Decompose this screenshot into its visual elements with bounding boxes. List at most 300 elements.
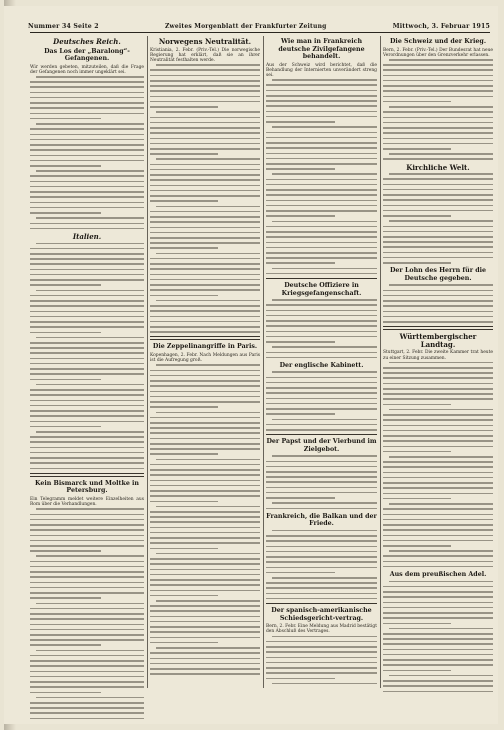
text-line <box>30 175 144 177</box>
text-line <box>30 452 144 454</box>
article-heading: Die Zeppelinangriffe in Paris. <box>152 343 258 351</box>
text-line <box>272 126 377 128</box>
text-line <box>30 550 101 552</box>
text-line <box>383 64 493 66</box>
article-divider <box>383 326 493 330</box>
text-line <box>150 101 260 103</box>
text-line <box>36 217 144 219</box>
text-line <box>30 92 144 94</box>
text-line <box>383 305 493 307</box>
text-line <box>30 263 144 265</box>
text-line <box>383 659 493 661</box>
text-line <box>30 566 144 568</box>
text-line <box>150 117 260 119</box>
text-line <box>383 419 493 421</box>
text-line <box>150 673 260 675</box>
text-line <box>383 508 493 510</box>
text-line <box>36 337 144 339</box>
text-line <box>383 529 493 531</box>
text-line <box>266 662 377 664</box>
text-line <box>389 362 493 364</box>
text-line <box>150 610 260 612</box>
text-line <box>383 414 493 416</box>
text-line <box>383 472 493 474</box>
text-line <box>30 284 101 286</box>
text-line <box>30 358 144 360</box>
text-line <box>30 258 144 260</box>
text-line <box>150 247 218 249</box>
text-line <box>30 692 101 694</box>
text-line <box>266 387 377 389</box>
text-line <box>30 196 144 198</box>
text-line <box>30 97 144 99</box>
text-line <box>266 105 377 107</box>
text-line <box>266 403 377 405</box>
text-line <box>150 516 260 518</box>
text-line <box>383 321 493 323</box>
text-line <box>30 389 144 391</box>
text-line <box>266 331 377 333</box>
text-line <box>30 86 144 88</box>
text-line <box>150 438 260 440</box>
text-line <box>266 466 377 468</box>
text-line <box>383 246 493 248</box>
text-line <box>30 113 144 115</box>
text-line <box>150 558 260 560</box>
text-line <box>266 247 377 249</box>
text-line <box>266 142 377 144</box>
text-line <box>383 393 493 395</box>
text-line <box>266 556 377 558</box>
text-line <box>150 221 260 223</box>
text-line <box>383 262 451 264</box>
newspaper-page <box>4 6 498 724</box>
text-line <box>266 551 377 553</box>
text-line <box>30 368 144 370</box>
text-line <box>30 545 144 547</box>
text-line <box>272 502 377 504</box>
text-line <box>383 425 493 427</box>
text-line <box>389 503 493 505</box>
text-line <box>30 462 144 464</box>
text-line <box>389 106 493 108</box>
text-line <box>30 373 144 375</box>
text-line <box>36 650 144 652</box>
text-line <box>156 364 260 366</box>
text-line <box>150 242 260 244</box>
text-line <box>389 456 493 458</box>
text-line <box>36 508 144 510</box>
text-line <box>383 638 493 640</box>
text-line <box>30 597 101 599</box>
text-line <box>150 474 260 476</box>
text-line <box>30 702 144 704</box>
text-line <box>383 85 493 87</box>
text-line <box>150 274 260 276</box>
text-block <box>150 364 260 674</box>
text-line <box>266 184 377 186</box>
text-line <box>150 532 260 534</box>
article-divider <box>266 434 377 435</box>
text-line <box>150 289 260 291</box>
text-line <box>383 257 493 259</box>
text-line <box>150 495 260 497</box>
text-line <box>266 153 377 155</box>
text-line <box>266 100 377 102</box>
text-line <box>30 671 144 673</box>
text-line <box>383 117 493 119</box>
text-line <box>150 511 260 513</box>
text-line <box>30 540 144 542</box>
text-block <box>383 173 493 264</box>
page-number: Nummer 34 Seite 2 <box>28 23 99 30</box>
text-line <box>150 143 260 145</box>
text-line <box>150 579 260 581</box>
text-line <box>150 663 260 665</box>
text-line <box>383 231 493 233</box>
text-line <box>266 352 377 354</box>
text-line <box>266 257 377 259</box>
text-line <box>150 605 260 607</box>
text-line <box>36 384 144 386</box>
text-line <box>150 174 260 176</box>
text-line <box>266 413 335 415</box>
issue-date: Mittwoch, 3. Februar 1915 <box>392 23 490 30</box>
text-block <box>266 371 377 430</box>
text-line <box>30 468 144 470</box>
text-line <box>266 561 377 563</box>
text-line <box>30 253 144 255</box>
text-line <box>383 241 493 243</box>
text-line <box>266 168 335 170</box>
text-line <box>150 527 260 529</box>
article-text: Stuttgart, 2. Febr. Die zweite Kammer trat heute zu einer Sitzung zusammen. <box>383 350 493 361</box>
text-line <box>383 466 493 468</box>
text-line <box>30 436 144 438</box>
text-line <box>30 379 101 381</box>
text-line <box>383 591 493 593</box>
text-line <box>36 290 144 292</box>
text-line <box>266 476 377 478</box>
text-line <box>30 718 144 720</box>
text-line <box>30 561 144 563</box>
text-line <box>156 412 260 414</box>
text-line <box>156 111 260 113</box>
text-line <box>30 212 101 214</box>
text-line <box>30 535 144 537</box>
text-line <box>30 686 144 688</box>
text-block <box>266 299 377 358</box>
text-line <box>266 481 377 483</box>
text-line <box>150 295 218 297</box>
text-block <box>30 508 144 720</box>
text-line <box>266 325 377 327</box>
article-text: Bern, 2. Febr. Eine Meldung aus Madrid bestätigt den Abschluß des Vertrages. <box>266 624 377 635</box>
text-line <box>150 427 260 429</box>
text-line <box>30 712 144 714</box>
text-line <box>30 316 144 318</box>
text-line <box>150 127 260 129</box>
article-text: Wir werden gebeten, mitzuteilen, daß die Frage der Gefangenen noch immer ungeklärt sei. <box>30 64 144 75</box>
text-line <box>150 563 260 565</box>
text-line <box>383 184 493 186</box>
text-line <box>150 122 260 124</box>
text-line <box>150 96 260 98</box>
text-line <box>266 200 377 202</box>
text-line <box>150 631 260 633</box>
text-line <box>383 398 493 400</box>
text-line <box>383 649 493 651</box>
section-heading: Kirchliche Welt. <box>406 162 470 172</box>
section-heading: Italien. <box>72 232 102 242</box>
text-line <box>266 242 377 244</box>
text-line <box>150 391 260 393</box>
text-line <box>266 487 377 489</box>
text-line <box>150 385 260 387</box>
text-line <box>383 300 493 302</box>
text-line <box>266 497 335 499</box>
text-line <box>150 621 260 623</box>
text-line <box>156 600 260 602</box>
text-line <box>383 122 493 124</box>
text-line <box>30 665 144 667</box>
text-line <box>383 127 493 129</box>
text-line <box>30 81 144 83</box>
text-line <box>383 210 493 212</box>
text-line <box>36 431 144 433</box>
text-line <box>150 443 260 445</box>
text-line <box>156 506 260 508</box>
text-line <box>150 321 260 323</box>
text-line <box>266 226 377 228</box>
article-heading: Der Lohn des Herrn für die Deutsche gegeben. <box>389 267 487 282</box>
text-line <box>266 587 377 589</box>
text-line <box>30 155 144 157</box>
text-line <box>150 164 260 166</box>
text-line <box>383 75 493 77</box>
text-line <box>30 228 144 230</box>
text-line <box>150 190 260 192</box>
text-line <box>383 685 493 687</box>
text-line <box>389 675 493 677</box>
article-heading: Das Los der „Baralong“-Gefangenen. <box>44 47 130 62</box>
text-line <box>30 107 144 109</box>
text-line <box>150 169 260 171</box>
text-line <box>150 590 260 592</box>
text-line <box>383 430 493 432</box>
text-line <box>150 211 260 213</box>
text-line <box>383 487 493 489</box>
text-line <box>383 545 451 547</box>
column-1 <box>30 36 144 720</box>
text-line <box>266 121 335 123</box>
text-line <box>150 258 260 260</box>
text-line <box>30 519 144 521</box>
text-line <box>30 311 144 313</box>
text-line <box>272 419 377 421</box>
text-line <box>150 542 260 544</box>
text-line <box>383 290 493 292</box>
text-line <box>266 194 377 196</box>
text-line <box>30 207 144 209</box>
text-line <box>383 612 493 614</box>
text-line <box>30 660 144 662</box>
text-line <box>36 170 144 172</box>
text-line <box>383 158 493 160</box>
text-line <box>272 455 377 457</box>
text-line <box>383 586 493 588</box>
text-line <box>30 426 101 428</box>
text-line <box>150 284 260 286</box>
text-line <box>150 85 260 87</box>
article-heading: Der englische Kabinett. <box>279 361 364 369</box>
article-text: Aus der Schweiz wird berichtet, daß die Behandlung der Internierten unverändert streng sei. <box>266 62 377 78</box>
text-line <box>383 664 493 666</box>
text-line <box>30 410 144 412</box>
text-line <box>30 144 144 146</box>
text-line <box>30 274 144 276</box>
text-line <box>36 697 144 699</box>
text-line <box>272 636 377 638</box>
text-line <box>150 195 260 197</box>
text-line <box>150 310 260 312</box>
text-line <box>150 396 260 398</box>
text-line <box>150 232 260 234</box>
article-heading: Frankreich, die Balkan und der Friede. <box>266 512 377 528</box>
text-line <box>383 367 493 369</box>
text-line <box>383 205 493 207</box>
text-line <box>30 248 144 250</box>
text-line <box>266 593 377 595</box>
text-line <box>150 200 218 202</box>
text-line <box>266 320 377 322</box>
text-line <box>30 415 144 417</box>
text-line <box>383 377 493 379</box>
text-line <box>150 595 218 597</box>
text-line <box>272 683 377 685</box>
text-line <box>30 441 144 443</box>
section-heading: Württembergischer Landtag. <box>399 332 477 349</box>
text-line <box>150 370 260 372</box>
text-line <box>150 316 260 318</box>
text-line <box>266 163 377 165</box>
text-line <box>30 613 144 615</box>
text-line <box>30 457 144 459</box>
text-line <box>30 707 144 709</box>
text-line <box>383 514 493 516</box>
text-line <box>150 432 260 434</box>
text-line <box>383 607 493 609</box>
text-block <box>30 243 144 470</box>
text-line <box>383 388 493 390</box>
text-line <box>266 461 377 463</box>
text-line <box>389 409 493 411</box>
text-line <box>150 179 260 181</box>
text-line <box>383 226 493 228</box>
section-heading: Deutsches Reich. <box>53 37 121 46</box>
text-line <box>150 464 260 466</box>
text-line <box>383 311 493 313</box>
text-line <box>150 537 260 539</box>
text-line <box>383 435 493 437</box>
text-line <box>266 111 377 113</box>
text-line <box>389 581 493 583</box>
text-line <box>30 342 144 344</box>
text-line <box>272 299 377 301</box>
text-line <box>383 623 451 625</box>
text-line <box>150 668 260 670</box>
text-line <box>383 555 493 557</box>
text-line <box>150 652 260 654</box>
text-line <box>383 633 493 635</box>
text-line <box>36 603 144 605</box>
article-text: Kopenhagen, 2. Febr. Nach Meldungen aus Paris ist die Aufregung groß. <box>150 352 260 364</box>
text-line <box>30 191 144 193</box>
text-line <box>389 59 493 61</box>
text-line <box>383 670 451 672</box>
text-line <box>30 571 144 573</box>
text-line <box>150 375 260 377</box>
text-block <box>150 64 260 333</box>
text-line <box>30 363 144 365</box>
text-line <box>30 295 144 297</box>
text-line <box>150 90 260 92</box>
text-line <box>156 253 260 255</box>
text-line <box>150 548 218 550</box>
text-line <box>150 422 260 424</box>
text-line <box>30 165 101 167</box>
text-line <box>383 236 493 238</box>
text-line <box>30 102 144 104</box>
text-line <box>272 268 377 270</box>
text-line <box>266 310 377 312</box>
text-block <box>30 76 144 229</box>
text-line <box>30 655 144 657</box>
text-line <box>272 346 377 348</box>
text-line <box>266 262 335 264</box>
text-line <box>150 642 218 644</box>
text-line <box>266 667 377 669</box>
text-line <box>383 498 451 500</box>
text-line <box>30 181 144 183</box>
article-heading: Der Papst und der Vierbund im Zielgebot. <box>266 438 377 453</box>
text-line <box>156 553 260 555</box>
text-block <box>266 79 377 274</box>
text-line <box>383 680 493 682</box>
text-line <box>30 639 144 641</box>
text-line <box>266 424 377 426</box>
text-line <box>150 216 260 218</box>
text-line <box>389 284 493 286</box>
text-line <box>150 453 218 455</box>
text-line <box>383 383 493 385</box>
text-line <box>383 90 493 92</box>
text-line <box>266 341 335 343</box>
text-line <box>156 158 260 160</box>
text-line <box>389 220 493 222</box>
article-heading: Norwegens Neutralität. <box>158 37 252 46</box>
text-line <box>36 243 144 245</box>
text-line <box>272 530 377 532</box>
text-line <box>383 111 493 113</box>
text-line <box>383 96 493 98</box>
text-line <box>150 75 260 77</box>
text-line <box>30 681 144 683</box>
text-line <box>389 153 493 155</box>
text-line <box>266 377 377 379</box>
text-line <box>30 352 144 354</box>
text-line <box>150 448 260 450</box>
